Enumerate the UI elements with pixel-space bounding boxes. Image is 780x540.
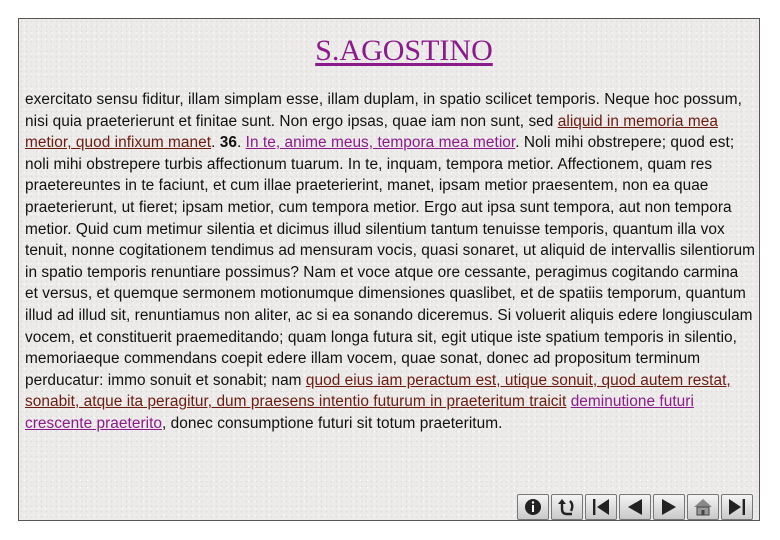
slide-title-container: [19, 33, 759, 69]
text-link[interactable]: deminutione futuri crescente praeterito: [25, 393, 694, 432]
text-link[interactable]: In te, anime meus, tempora mea metior: [245, 134, 516, 152]
slide-frame: [18, 18, 760, 521]
next-button[interactable]: [653, 494, 685, 520]
first-button[interactable]: [585, 494, 617, 520]
return-button[interactable]: [551, 494, 583, 520]
return-arrow-icon: [556, 497, 578, 517]
body-text: .: [236, 134, 246, 152]
body-text: .: [211, 134, 220, 152]
home-button[interactable]: [687, 494, 719, 520]
next-icon: [658, 497, 680, 517]
body-text: . Noli mihi obstrepere; quod est; noli mihi obstrepere turbis affectionum tuarum. In te, inquam, tempora metior. Affectionem, quam res praetereuntes in te faciunt, et cum illae praeterierint, manet, ipsam metior praesentem, non ea quae praeterierunt, ut fieret; ipsam metior, cum tempora metior. Ergo aut ipsa sunt tempora, aut non tempora metior. Quid cum metimur silentia et dicimus illud silentium tantum tenuisse temporis, quantum illa vox tenuit, nonne cogitationem tendimus ad mensuram vocis, quasi sonaret, ut aliquid de intervallis silentiorum in spatio temporis renuntiare possimus? Nam et voce atque ore cessante, peragimus cogitando carmina et versus, et quemque sermonem motionumque dimensiones quaslibet, et de spatiis temporum, quantum illud ad illud sit, renuntiamus non aliter, ac si ea sonando diceremus. Si voluerit aliquis edere longiusculam vocem, et constituerit praemeditando; quam longa futura sit, egit utique iste spatium temporis in silentio, memoriaeque commendans coepit edere illam vocem, quae sonat, donec ad propositum terminum perducatur: immo sonuit et sonabit; nam: [25, 134, 755, 389]
info-icon: [522, 497, 544, 517]
body-text: exercitato sensu fiditur, illam simplam esse, illam duplam, in spatio scilicet temporis. Neque hoc possum, nisi quia praeterierunt et finitae sunt. Non ergo ipsas, quae iam non sunt, sed: [25, 91, 742, 130]
navigation-bar: [517, 494, 753, 520]
slide-body: [25, 89, 755, 435]
first-page-icon: [590, 497, 612, 517]
last-page-icon: [726, 497, 748, 517]
slide-title[interactable]: S.AGOSTINO: [315, 34, 493, 67]
text-link[interactable]: aliquid in memoria mea metior, quod infixum manet: [25, 112, 718, 152]
previous-button[interactable]: [619, 494, 651, 520]
home-icon: [692, 497, 714, 517]
body-text: , donec consumptione futuri sit totum praeteritum.: [162, 414, 503, 432]
body-paragraph: [25, 89, 755, 435]
text-link[interactable]: quod eius iam peractum est, utique sonuit, quod autem restat, sonabit, atque ita peragitur, dum praesens intentio futurum in praeteritum traicit: [25, 371, 731, 411]
previous-icon: [624, 497, 646, 517]
info-button[interactable]: [517, 494, 549, 520]
last-button[interactable]: [721, 494, 753, 520]
section-number: 36: [219, 134, 237, 152]
